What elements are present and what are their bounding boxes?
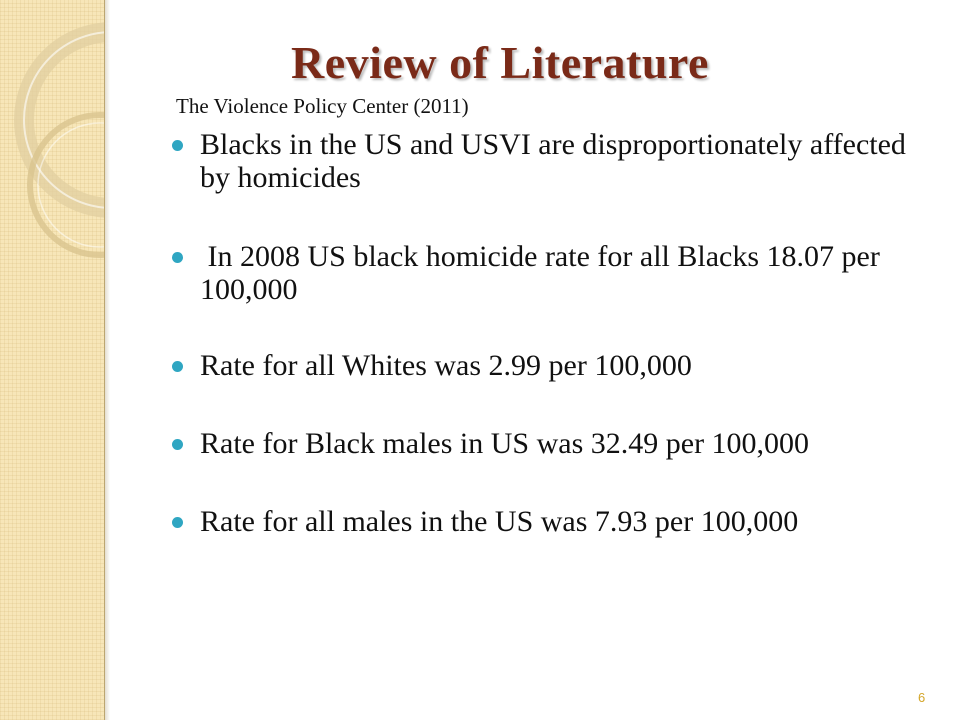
bullet-text: Rate for all Whites was 2.99 per 100,000 — [200, 349, 692, 382]
bullet-text: Rate for all males in the US was 7.93 per 100,000 — [200, 505, 799, 538]
bullet-item — [168, 505, 908, 538]
bullet-text: In 2008 US black homicide rate for all Blacks 18.07 per 100,000 — [200, 240, 888, 306]
bullet-marker — [172, 252, 183, 263]
bullet-item — [168, 240, 908, 306]
bullet-marker — [172, 361, 183, 372]
bullet-item — [168, 427, 908, 460]
bullet-item — [168, 349, 908, 382]
bullet-list — [168, 128, 908, 538]
page-number: 6 — [918, 690, 926, 705]
slide-subtitle: The Violence Policy Center (2011) — [176, 94, 469, 118]
bullet-marker — [172, 439, 183, 450]
bullet-marker — [172, 140, 183, 151]
bullet-marker — [172, 517, 183, 528]
slide-title: Review of Literature — [291, 37, 709, 88]
band-shadow — [104, 0, 110, 720]
bullet-item — [168, 128, 908, 194]
bullet-text: Blacks in the US and USVI are disproportionately affected by homicides — [200, 128, 906, 194]
decorative-left-band — [0, 0, 105, 720]
decorative-circles — [0, 0, 104, 720]
bullet-text: Rate for Black males in US was 32.49 per 100,000 — [200, 427, 810, 460]
